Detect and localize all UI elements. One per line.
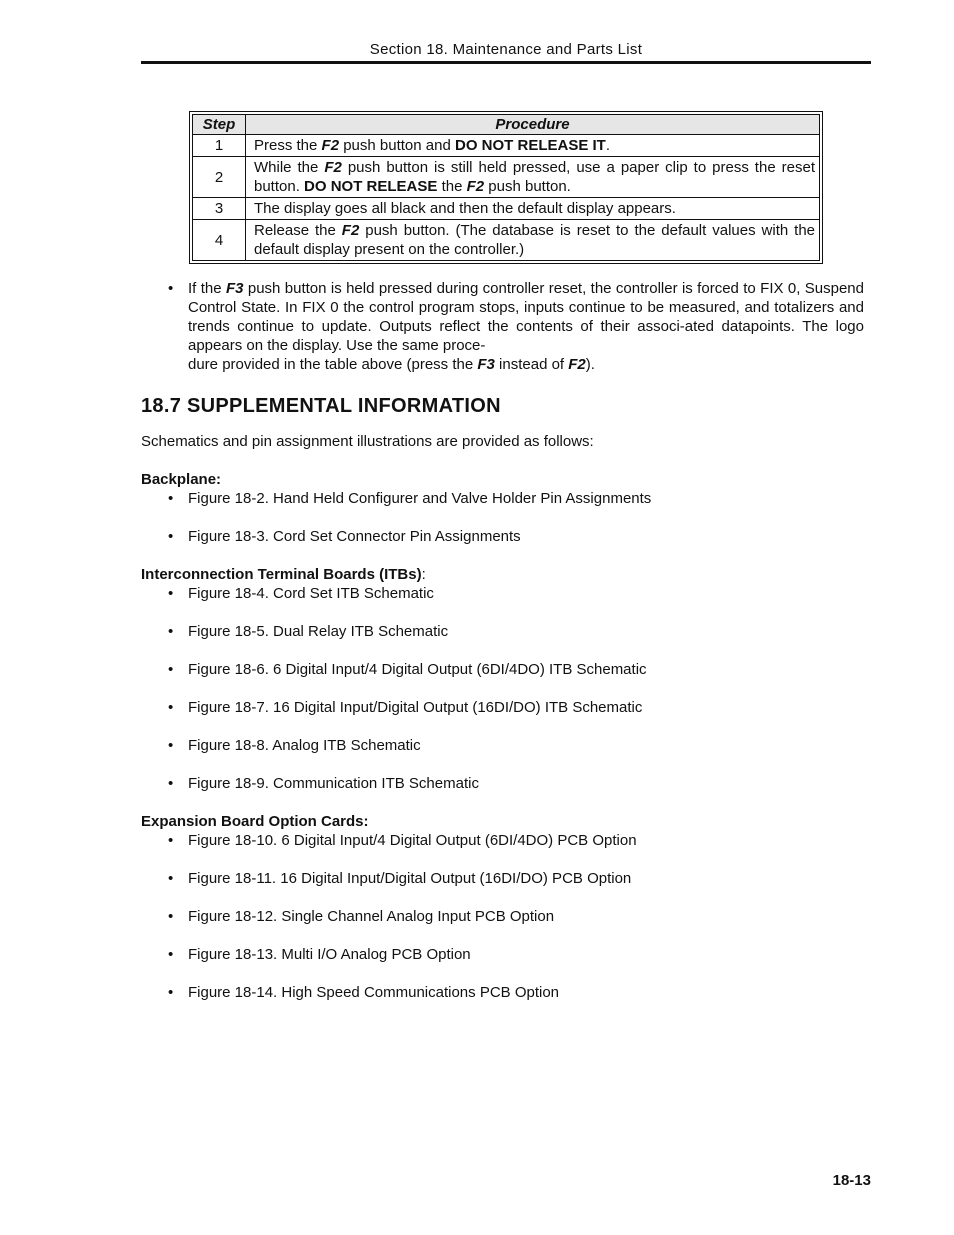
table-row [193, 198, 820, 220]
procedure-text: The display goes all black and then the default display appears. [246, 198, 820, 220]
figure-reference: Figure 18-9. Communication ITB Schematic [188, 775, 479, 792]
figure-reference: Figure 18-10. 6 Digital Input/4 Digital Output (6DI/4DO) PCB Option [188, 832, 637, 849]
section-title: 18.7 SUPPLEMENTAL INFORMATION [141, 395, 501, 417]
list-item [168, 774, 479, 793]
bullet-icon: • [168, 775, 174, 792]
list-item [168, 527, 521, 546]
fix0-note [168, 279, 864, 374]
table-row [193, 135, 820, 157]
procedure-text-part: Release the [254, 222, 342, 239]
list-item [168, 945, 471, 964]
procedure-text-part: . [605, 137, 610, 154]
figure-reference: Figure 18-11. 16 Digital Input/Digital Output (16DI/DO) PCB Option [188, 870, 632, 887]
figure-reference: Figure 18-8. Analog ITB Schematic [188, 737, 421, 754]
figure-reference: Figure 18-2. Hand Held Configurer and Valve Holder Pin Assignments [188, 490, 652, 507]
warning-text: DO NOT RELEASE [304, 178, 438, 195]
group-heading-itbs [141, 565, 426, 584]
figure-reference: Figure 18-14. High Speed Communications PCB Option [188, 984, 560, 1001]
figure-reference: Figure 18-3. Cord Set Connector Pin Assignments [188, 528, 521, 545]
procedure-text [246, 220, 820, 261]
bullet-icon: • [168, 280, 174, 297]
table-row [193, 220, 820, 261]
procedure-text-part: While the [254, 159, 325, 176]
procedure-text-part: the [437, 178, 467, 195]
bullet-icon: • [168, 832, 174, 849]
key-name: F2 [341, 222, 360, 239]
procedure-table [189, 111, 823, 264]
key-name: F2 [568, 356, 586, 373]
procedure-text-part: push button. [484, 178, 571, 195]
column-header-procedure: Procedure [246, 115, 820, 135]
figure-reference: Figure 18-13. Multi I/O Analog PCB Option [188, 946, 471, 963]
list-item [168, 736, 421, 755]
bullet-icon: • [168, 585, 174, 602]
note-text-part: dure provided in the table above (press the [188, 356, 478, 373]
group-heading-text: Interconnection Terminal Boards (ITBs) [141, 566, 422, 583]
procedure-text-part: Press the [254, 137, 322, 154]
bullet-icon: • [168, 623, 174, 640]
group-heading-suffix: : [421, 566, 426, 583]
table-row [193, 157, 820, 198]
note-text-part: If the [188, 280, 226, 297]
column-header-step: Step [193, 115, 246, 135]
list-item [168, 584, 434, 603]
bullet-icon: • [168, 699, 174, 716]
list-item [168, 907, 555, 926]
list-item [168, 622, 449, 641]
step-number: 4 [193, 220, 246, 261]
bullet-icon: • [168, 737, 174, 754]
procedure-text [246, 135, 820, 157]
key-name: F3 [477, 356, 495, 373]
bullet-icon: • [168, 984, 174, 1001]
bullet-icon: • [168, 908, 174, 925]
bullet-icon: • [168, 528, 174, 545]
figure-reference: Figure 18-7. 16 Digital Input/Digital Output (16DI/DO) ITB Schematic [188, 699, 643, 716]
group-heading-text: Backplane: [141, 471, 222, 488]
page-header: Section 18. Maintenance and Parts List [369, 41, 643, 58]
figure-reference: Figure 18-5. Dual Relay ITB Schematic [188, 623, 449, 640]
bullet-icon: • [168, 946, 174, 963]
figure-reference: Figure 18-4. Cord Set ITB Schematic [188, 585, 434, 602]
key-name: F3 [225, 280, 244, 297]
step-number: 2 [193, 157, 246, 198]
section-intro: Schematics and pin assignment illustrations are provided as follows: [141, 433, 594, 450]
list-item [168, 831, 637, 850]
step-number: 1 [193, 135, 246, 157]
group-heading-text: Expansion Board Option Cards: [141, 813, 369, 830]
note-text-part: ). [585, 356, 595, 373]
table-header-row [193, 115, 820, 135]
warning-text: DO NOT RELEASE IT [454, 137, 606, 154]
procedure-text-part: push button is still held pressed, use a paper clip to press the reset button. [254, 159, 815, 195]
bullet-icon: • [168, 870, 174, 887]
procedure-text-part: push button. (The database is reset to the default values with the default display present on the controller.) [254, 222, 816, 258]
figure-reference: Figure 18-6. 6 Digital Input/4 Digital Output (6DI/4DO) ITB Schematic [188, 661, 647, 678]
list-item [168, 660, 647, 679]
note-text-part: push button is held pressed during controller reset, the controller is forced to FIX 0, Suspend Control State. In FIX 0 the control program stops, inputs continue to be measured, and totalizers and trends continue to update. Outputs reflect the contents of their associ-ated datapoints. The logo appears on the display. Use the same proce- [188, 280, 864, 354]
procedure-text-part: push button and [339, 137, 455, 154]
list-item [168, 983, 560, 1002]
list-item [168, 869, 632, 888]
bullet-icon: • [168, 661, 174, 678]
list-item [168, 489, 652, 508]
page-number: 18-13 [832, 1172, 871, 1189]
figure-reference: Figure 18-12. Single Channel Analog Input PCB Option [188, 908, 555, 925]
group-heading-backplane [141, 470, 221, 489]
group-heading-expansion-cards [141, 812, 369, 831]
note-text-part: instead of [494, 356, 569, 373]
bullet-icon: • [168, 490, 174, 507]
key-name: F2 [324, 159, 342, 176]
key-name: F2 [321, 137, 340, 154]
key-name: F2 [466, 178, 485, 195]
list-item [168, 698, 643, 717]
header-rule [141, 61, 871, 64]
step-number: 3 [193, 198, 246, 220]
procedure-text [246, 157, 820, 198]
